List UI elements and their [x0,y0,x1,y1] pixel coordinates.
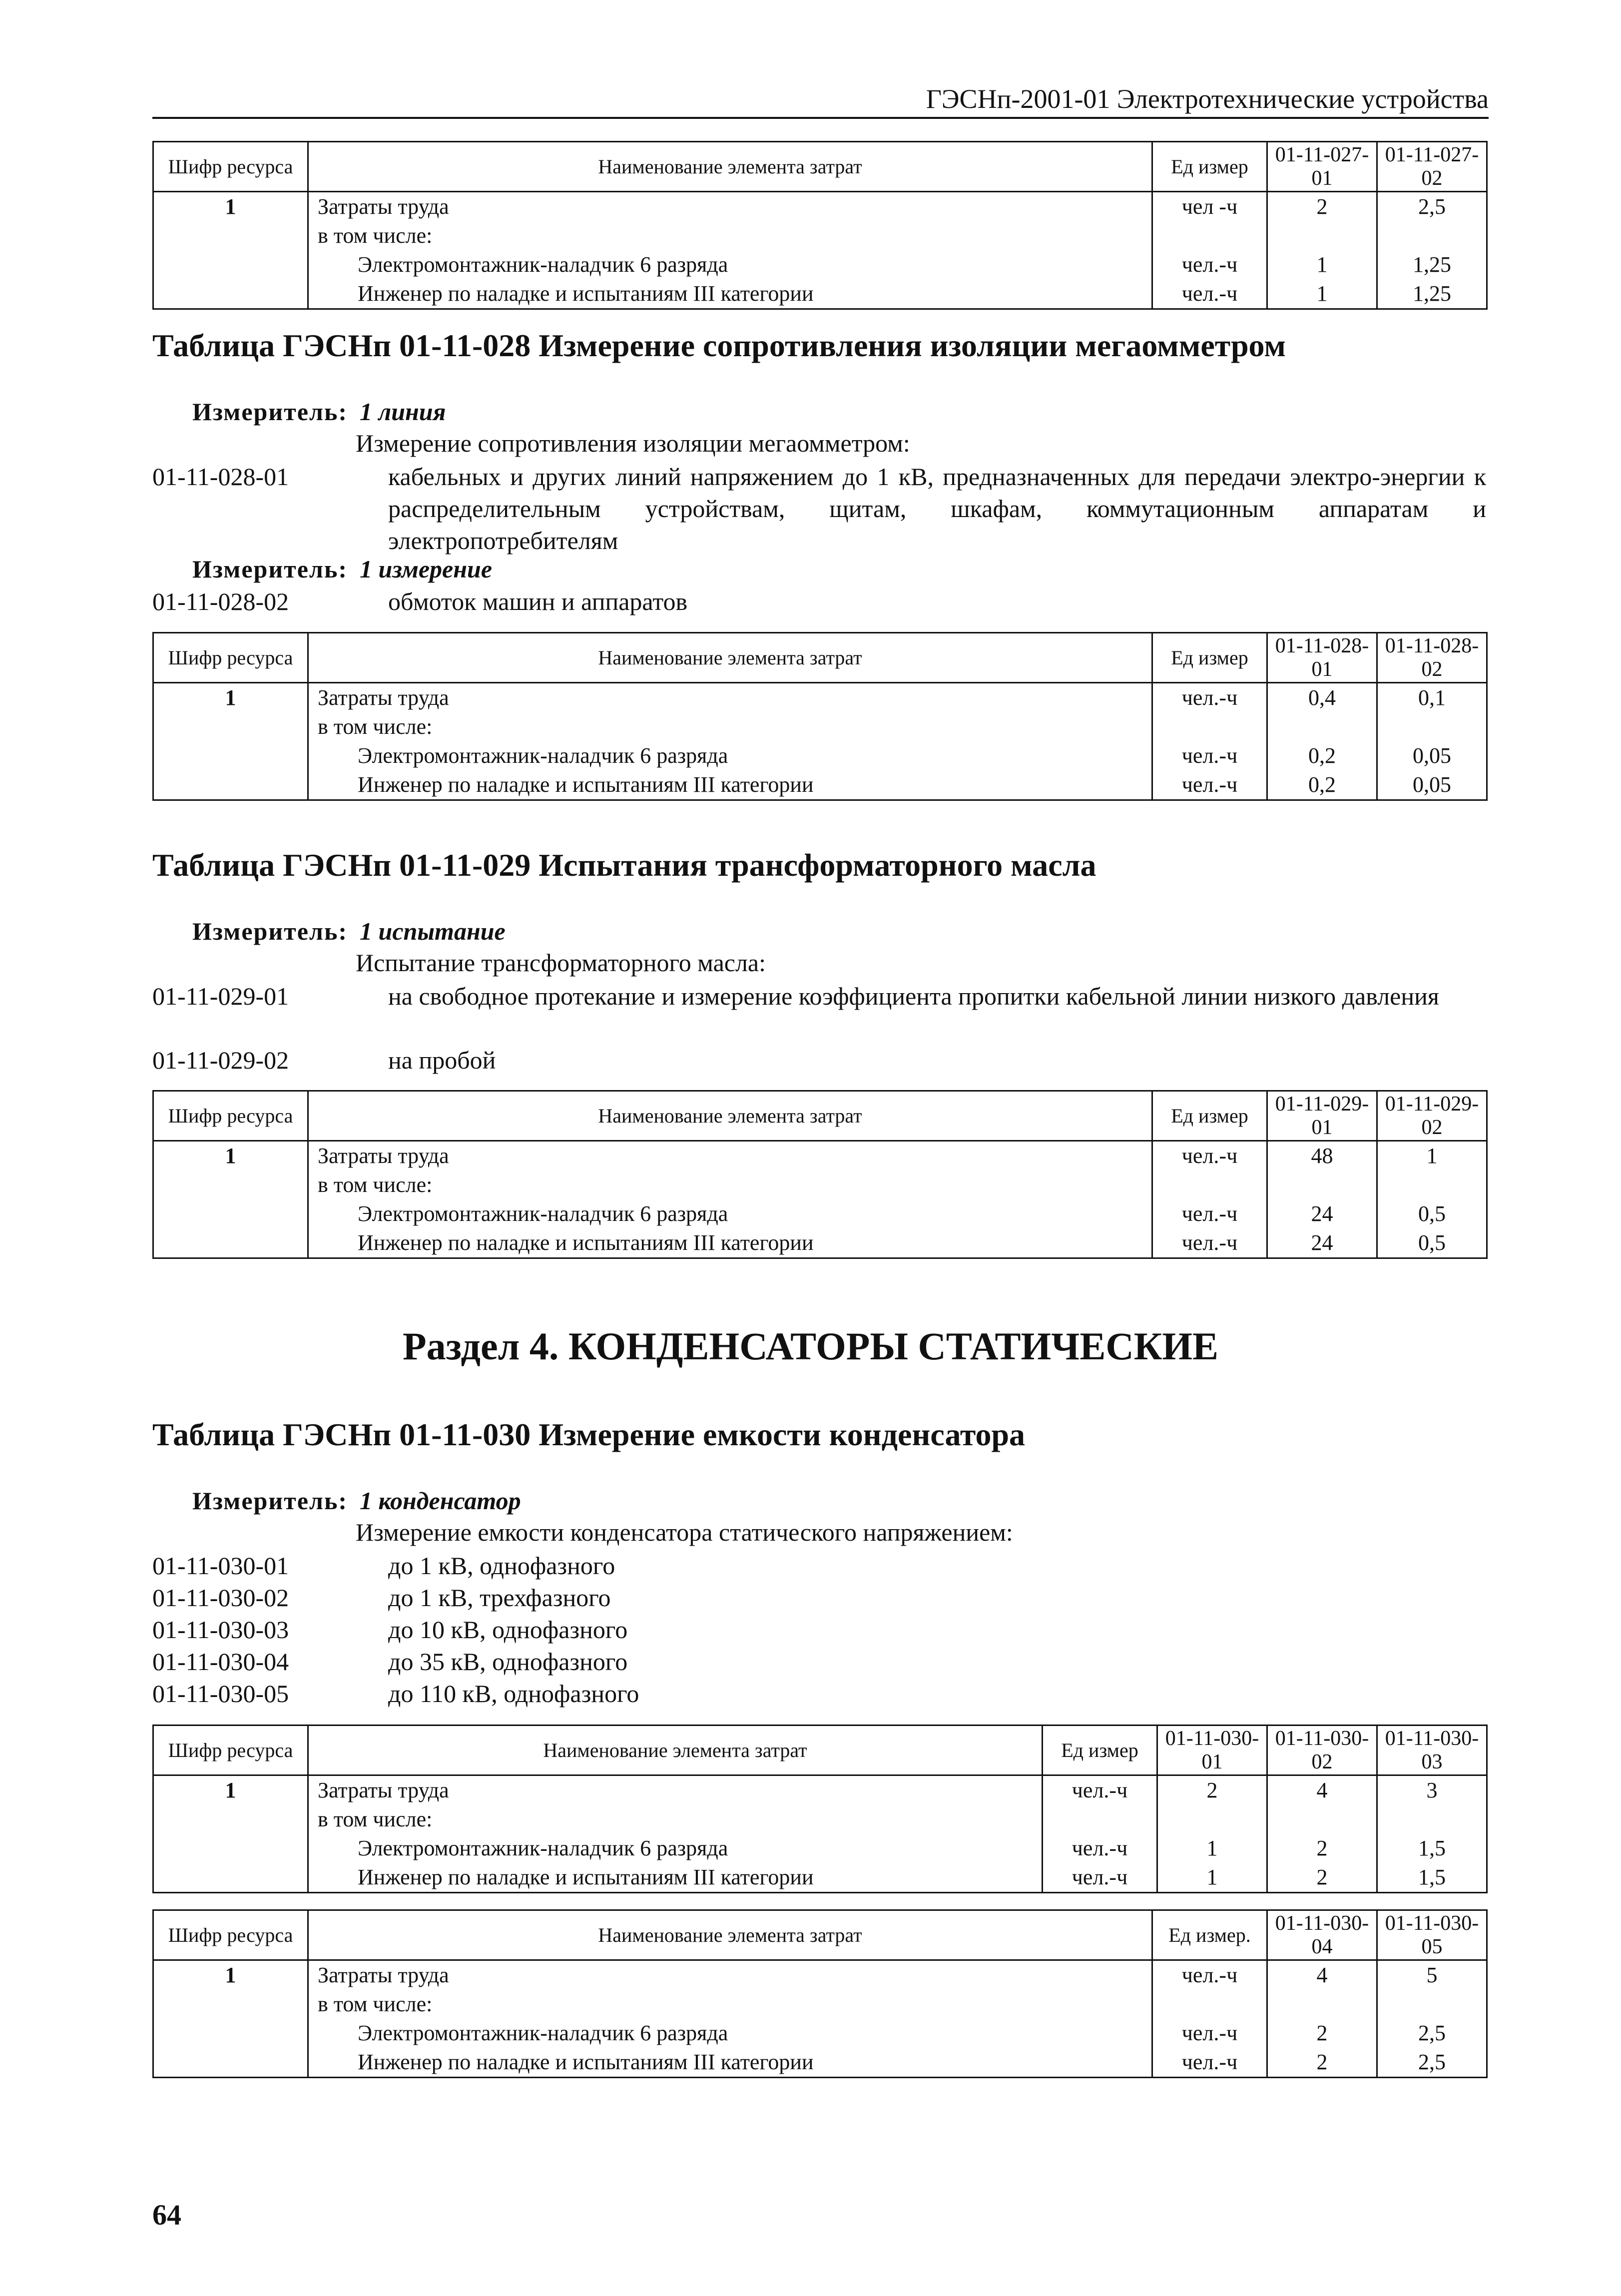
labor-label: Затраты труда [318,1778,449,1802]
cost-element-name [308,1775,1043,1893]
norm-value: 2,5 [1418,2050,1446,2074]
unit-value: чел.-ч [1072,1778,1128,1802]
worker-label: Электромонтажник-наладчик 6 разряда [358,2021,728,2045]
col-name-header: Наименование элемента затрат [308,1091,1152,1141]
norm-code: 01-11-028-01 [152,463,289,491]
unit-value: чел.-ч [1181,2050,1238,2074]
col-norm-code: 01-11-030-01 [1157,1725,1267,1775]
col-code-header: Шифр ресурса [153,1725,308,1775]
col-unit-header: Ед измер [1152,633,1267,683]
norm-item-030-03 [152,1614,1486,1646]
engineer-label: Инженер по наладке и испытаниям III категории [358,1865,814,1889]
norm-text: до 1 кВ, трехфазного [388,1584,611,1612]
norm-text: обмоток машин и аппаратов [388,587,688,615]
meter-029 [192,917,506,946]
meter-028-2 [192,555,492,583]
engineer-label: Инженер по наладке и испытаниям III категории [358,1230,814,1255]
group-intro-028: Измерение сопротивления изоляции мегаомметром: [356,429,910,457]
norm-value: 24 [1311,1201,1333,1226]
col-name-header: Наименование элемента затрат [308,1725,1043,1775]
norm-code: 01-11-030-04 [152,1648,289,1676]
col-name-header: Наименование элемента затрат [308,1910,1152,1960]
group-intro-030: Измерение емкости конденсатора статического напряжением: [356,1518,1013,1546]
unit-cell [1152,1141,1267,1258]
unit-value: чел.-ч [1072,1865,1128,1889]
resource-table-030-a [152,1724,1488,1893]
unit-value: чел.-ч [1181,1230,1238,1255]
norm-value: 1,25 [1413,281,1451,306]
col-code-header: Шифр ресурса [153,142,308,192]
unit-value: чел.-ч [1181,1144,1238,1168]
norm-values-col [1377,1960,1487,2078]
worker-label: Электромонтажник-наладчик 6 разряда [358,1836,728,1860]
norm-values-col [1267,1775,1377,1893]
norm-text: до 1 кВ, однофазного [388,1552,615,1580]
norm-value: 2 [1316,1836,1328,1860]
norm-values-col [1267,1960,1377,2078]
norm-item-029-02 [152,1044,1486,1076]
running-header: ГЭСНп-2001-01 Электротехнические устройства [152,81,1489,119]
col-norm-code: 01-11-029-02 [1377,1091,1487,1141]
meter-label: Измеритель: [192,917,348,945]
labor-label: Затраты труда [318,685,449,710]
cost-element-name [308,1960,1152,2078]
norm-text: до 35 кВ, однофазного [388,1648,628,1676]
norm-value: 3 [1426,1778,1438,1802]
resource-table-029 [152,1090,1488,1259]
incl-label: в том числе: [318,1172,433,1197]
norm-code: 01-11-030-03 [152,1616,289,1644]
norm-text: на свободное протекание и измерение коэффициента пропитки кабельной линии низкого давления [388,982,1439,1010]
norm-code: 01-11-030-01 [152,1552,289,1580]
norm-value: 0,1 [1418,685,1446,710]
norm-item-029-01 [152,980,1486,1012]
unit-value: чел.-ч [1181,1963,1238,1987]
norm-value: 24 [1311,1230,1333,1255]
norm-value: 0,5 [1418,1201,1446,1226]
norm-values-col [1377,683,1487,800]
resource-table-028 [152,632,1488,801]
norm-code: 01-11-029-02 [152,1046,289,1074]
unit-value: чел.-ч [1181,1201,1238,1226]
meter-030 [192,1486,521,1515]
norm-item-030-01 [152,1550,1486,1582]
group-intro-029: Испытание трансформаторного масла: [356,949,766,977]
norm-text: до 110 кВ, однофазного [388,1680,639,1708]
norm-item-028-01 [152,461,1486,557]
unit-value: чел.-ч [1181,252,1238,277]
norm-code: 01-11-030-02 [152,1584,289,1612]
norm-text: на пробой [388,1046,496,1074]
meter-label: Измеритель: [192,555,348,583]
table-title-029: Таблица ГЭСНп 01-11-029 Испытания трансформаторного масла [152,847,1096,883]
section-heading: Раздел 4. КОНДЕНСАТОРЫ СТАТИЧЕСКИЕ [402,1324,1219,1368]
norm-value: 4 [1316,1778,1328,1802]
norm-code: 01-11-030-05 [152,1680,289,1708]
col-code-header: Шифр ресурса [153,633,308,683]
unit-cell [1152,1960,1267,2078]
norm-value: 0,05 [1413,772,1451,797]
norm-value: 48 [1311,1144,1333,1168]
meter-label: Измеритель: [192,398,348,426]
resource-code: 1 [153,192,308,309]
engineer-label: Инженер по наладке и испытаниям III категории [358,2050,814,2074]
norm-value: 1 [1206,1836,1218,1860]
unit-value: чел.-ч [1072,1836,1128,1860]
norm-value: 1 [1316,252,1328,277]
unit-value: чел.-ч [1181,281,1238,306]
norm-value: 1 [1316,281,1328,306]
meter-value: 1 измерение [360,555,493,583]
unit-value: чел.-ч [1181,772,1238,797]
norm-value: 1,5 [1418,1836,1446,1860]
norm-value: 1 [1426,1144,1438,1168]
col-name-header: Наименование элемента затрат [308,633,1152,683]
norm-value: 1,5 [1418,1865,1446,1889]
resource-code: 1 [153,1141,308,1258]
norm-value: 0,5 [1418,1230,1446,1255]
page-number: 64 [152,2199,181,2231]
unit-value: чел -ч [1181,194,1238,219]
norm-values-col [1157,1775,1267,1893]
norm-value: 2 [1316,1865,1328,1889]
cost-element-name [308,683,1152,800]
col-norm-code: 01-11-030-04 [1267,1910,1377,1960]
norm-code: 01-11-029-01 [152,982,289,1010]
norm-item-030-05 [152,1678,1486,1710]
norm-values-col [1267,683,1377,800]
labor-label: Затраты труда [318,1963,449,1987]
norm-values-col [1377,192,1487,309]
worker-label: Электромонтажник-наладчик 6 разряда [358,252,728,277]
worker-label: Электромонтажник-наладчик 6 разряда [358,743,728,768]
table-title-028: Таблица ГЭСНп 01-11-028 Измерение сопротивления изоляции мегаомметром [152,328,1286,363]
worker-label: Электромонтажник-наладчик 6 разряда [358,1201,728,1226]
meter-value: 1 конденсатор [360,1487,521,1515]
incl-label: в том числе: [318,223,433,248]
resource-table-030-b [152,1909,1488,2078]
norm-values-col [1267,1141,1377,1258]
norm-value: 0,2 [1308,772,1336,797]
col-unit-header: Ед измер [1152,142,1267,192]
resource-code: 1 [153,683,308,800]
norm-value: 2 [1316,2021,1328,2045]
col-norm-code: 01-11-028-01 [1267,633,1377,683]
norm-value: 2 [1206,1778,1218,1802]
cost-element-name [308,192,1152,309]
engineer-label: Инженер по наладке и испытаниям III категории [358,281,814,306]
norm-value: 5 [1426,1963,1438,1987]
norm-values-col [1267,192,1377,309]
unit-value: чел.-ч [1181,743,1238,768]
meter-value: 1 линия [360,398,446,426]
col-norm-code: 01-11-028-02 [1377,633,1487,683]
norm-value: 4 [1316,1963,1328,1987]
col-norm-code: 01-11-027-02 [1377,142,1487,192]
norm-value: 1,25 [1413,252,1451,277]
norm-item-030-04 [152,1646,1486,1678]
norm-text: до 10 кВ, однофазного [388,1616,628,1644]
col-norm-code: 01-11-030-03 [1377,1725,1487,1775]
norm-item-028-02 [152,585,1486,617]
incl-label: в том числе: [318,714,433,739]
norm-value: 0,2 [1308,743,1336,768]
col-norm-code: 01-11-029-01 [1267,1091,1377,1141]
unit-cell [1152,683,1267,800]
col-norm-code: 01-11-030-05 [1377,1910,1487,1960]
meter-028-1 [192,397,446,426]
meter-label: Измеритель: [192,1487,348,1515]
meter-value: 1 испытание [360,917,506,945]
norm-value: 2 [1316,194,1328,219]
norm-value: 0,4 [1308,685,1336,710]
col-norm-code: 01-11-030-02 [1267,1725,1377,1775]
labor-label: Затраты труда [318,1144,449,1168]
resource-code: 1 [153,1775,308,1893]
col-unit-header: Ед измер [1152,1091,1267,1141]
norm-value: 0,05 [1413,743,1451,768]
norm-value: 2 [1316,2050,1328,2074]
table-title-030: Таблица ГЭСНп 01-11-030 Измерение емкости конденсатора [152,1417,1026,1452]
unit-cell [1043,1775,1157,1893]
norm-value: 2,5 [1418,2021,1446,2045]
resource-table-027 [152,141,1488,310]
norm-values-col [1377,1141,1487,1258]
engineer-label: Инженер по наладке и испытаниям III категории [358,772,814,797]
norm-value: 1 [1206,1865,1218,1889]
col-code-header: Шифр ресурса [153,1091,308,1141]
col-name-header: Наименование элемента затрат [308,142,1152,192]
cost-element-name [308,1141,1152,1258]
resource-code: 1 [153,1960,308,2078]
incl-label: в том числе: [318,1992,433,2016]
col-unit-header: Ед измер. [1152,1910,1267,1960]
norm-code: 01-11-028-02 [152,587,289,615]
col-norm-code: 01-11-027-01 [1267,142,1377,192]
incl-label: в том числе: [318,1807,433,1831]
norm-value: 2,5 [1418,194,1446,219]
labor-label: Затраты труда [318,194,449,219]
unit-value: чел.-ч [1181,685,1238,710]
unit-cell [1152,192,1267,309]
unit-value: чел.-ч [1181,2021,1238,2045]
norm-text: кабельных и других линий напряжением до 1 кВ, предназначенных для передачи электро-энергии к распределительным устройствам, щитам, шкафам, коммутационным аппаратам и электропотребителям [388,463,1486,555]
col-code-header: Шифр ресурса [153,1910,308,1960]
col-unit-header: Ед измер [1043,1725,1157,1775]
norm-item-030-02 [152,1582,1486,1614]
norm-values-col [1377,1775,1487,1893]
